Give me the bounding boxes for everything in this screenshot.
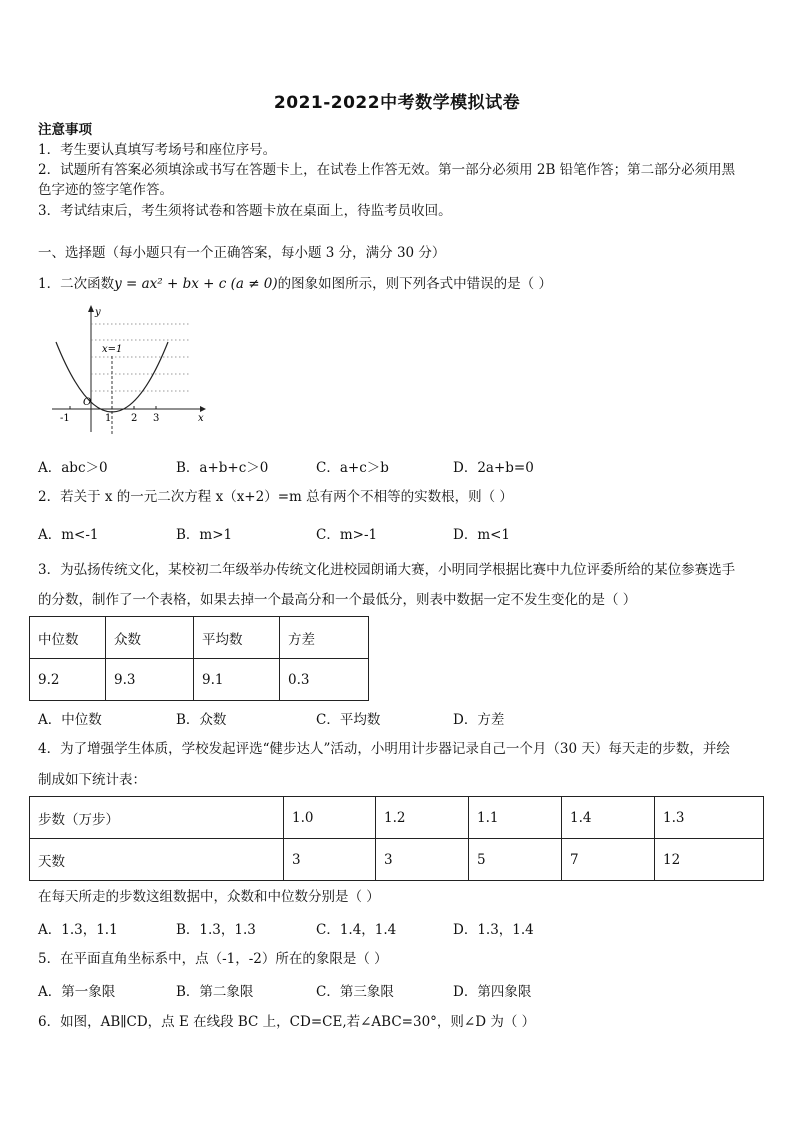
q4-days-cell: 3 — [284, 839, 376, 881]
q5-stem: 5．在平面直角坐标系中，点（-1，-2）所在的象限是（ ） — [38, 951, 388, 967]
q1-option-b[interactable]: B．a+b+c＞0 — [176, 460, 269, 476]
q4-days-cell: 12 — [655, 839, 764, 881]
section-heading: 一、选择题（每小题只有一个正确答案，每小题 3 分，满分 30 分） — [38, 245, 446, 261]
grid-lines — [91, 324, 190, 391]
q1-parabola-graph — [50, 300, 210, 440]
tick-label-neg1: -1 — [60, 413, 70, 424]
q3-table-header-row — [30, 617, 369, 659]
q4-steps-cell: 1.1 — [469, 797, 562, 839]
q3-table-value-row — [30, 659, 369, 701]
q4-option-a[interactable]: A．1.3，1.1 — [38, 922, 118, 938]
q3-option-a[interactable]: A．中位数 — [38, 712, 102, 728]
q4-stem-line2: 制成如下统计表： — [38, 772, 146, 788]
q4-table-days-row — [30, 839, 764, 881]
exam-title: 2021-2022中考数学模拟试卷 — [273, 93, 521, 113]
q4-steps-cell: 1.2 — [376, 797, 469, 839]
q3-stem-line2: 的分数，制作了一个表格，如果去掉一个最高分和一个最低分，则表中数据一定不发生变化的是（ ） — [38, 592, 637, 608]
q5-option-b[interactable]: B．第二象限 — [176, 984, 254, 1000]
q4-row-label-steps: 步数（万步） — [30, 797, 284, 839]
q2-option-b[interactable]: B．m>1 — [176, 527, 233, 543]
q2-stem: 2．若关于 x 的一元二次方程 x（x+2）=m 总有两个不相等的实数根，则（ ） — [38, 489, 513, 505]
q4-days-cell: 3 — [376, 839, 469, 881]
q3-stem-line1: 3．为弘扬传统文化，某校初二年级举办传统文化进校园朗诵大赛，小明同学根据比赛中九位评委所给的某位参赛选手 — [38, 562, 736, 578]
q4-steps-cell: 1.0 — [284, 797, 376, 839]
q3-header-variance: 方差 — [280, 617, 369, 659]
q3-option-d[interactable]: D．方差 — [453, 712, 505, 728]
q4-days-cell: 5 — [469, 839, 562, 881]
symmetry-label: x=1 — [102, 344, 123, 355]
q3-header-mode: 众数 — [106, 617, 194, 659]
q6-stem: 6．如图，AB∥CD，点 E 在线段 BC 上，CD=CE,若∠ABC=30°，则∠D 为（ ） — [38, 1014, 536, 1030]
q2-option-a[interactable]: A．m<-1 — [38, 527, 99, 543]
q3-option-c[interactable]: C．平均数 — [316, 712, 381, 728]
q4-row-label-days: 天数 — [30, 839, 284, 881]
notice-item-2-cont: 色字迹的签字笔作答。 — [38, 182, 173, 198]
origin-label: O — [83, 397, 92, 408]
q4-option-c[interactable]: C．1.4，1.4 — [316, 922, 397, 938]
notice-item-1: 1．考生要认真填写考场号和座位序号。 — [38, 142, 277, 158]
q3-value-variance: 0.3 — [280, 659, 369, 701]
tick-label-3: 3 — [153, 413, 160, 424]
y-axis-arrow — [88, 305, 94, 312]
q4-days-cell: 7 — [562, 839, 655, 881]
q1-option-c[interactable]: C．a+c＞b — [316, 460, 389, 476]
q5-option-a[interactable]: A．第一象限 — [38, 984, 116, 1000]
x-axis-label: x — [198, 413, 204, 424]
q2-option-d[interactable]: D．m<1 — [453, 527, 511, 543]
q4-table-steps-row — [30, 797, 764, 839]
q1-prefix: 1．二次函数 — [38, 276, 115, 292]
q2-options — [38, 523, 758, 543]
q4-options — [38, 918, 758, 938]
q3-header-median: 中位数 — [30, 617, 106, 659]
q4-question: 在每天所走的步数这组数据中，众数和中位数分别是（ ） — [38, 889, 380, 905]
notice-item-3: 3．考试结束后，考生须将试卷和答题卡放在桌面上，待监考员收回。 — [38, 203, 452, 219]
q1-option-a[interactable]: A．abc＞0 — [38, 460, 108, 476]
q3-option-b[interactable]: B．众数 — [176, 712, 227, 728]
q4-option-d[interactable]: D．1.3，1.4 — [453, 922, 534, 938]
q5-option-d[interactable]: D．第四象限 — [453, 984, 532, 1000]
q3-options — [38, 708, 758, 728]
q2-option-c[interactable]: C．m>-1 — [316, 527, 378, 543]
q1-stem — [38, 274, 552, 294]
q3-value-mode: 9.3 — [106, 659, 194, 701]
q4-steps-table — [29, 796, 764, 881]
q1-option-d[interactable]: D．2a+b=0 — [453, 460, 534, 476]
q3-stats-table — [29, 616, 369, 701]
q3-value-mean: 9.1 — [194, 659, 280, 701]
q1-options — [38, 456, 758, 476]
q4-option-b[interactable]: B．1.3，1.3 — [176, 922, 256, 938]
x-axis-arrow — [200, 406, 206, 412]
y-axis-label: y — [95, 307, 101, 318]
q3-value-median: 9.2 — [30, 659, 106, 701]
notice-item-2: 2．试题所有答案必须填涂或书写在答题卡上，在试卷上作答无效。第一部分必须用 2B 铅笔作答；第二部分必须用黑 — [38, 162, 736, 178]
q1-formula: y = ax² + bx + c (a ≠ 0) — [114, 276, 278, 292]
tick-label-1: 1 — [105, 413, 112, 424]
q5-option-c[interactable]: C．第三象限 — [316, 984, 394, 1000]
q5-options — [38, 980, 758, 1000]
q1-suffix: 的图象如图所示，则下列各式中错误的是（ ） — [277, 276, 552, 292]
q3-header-mean: 平均数 — [194, 617, 280, 659]
q4-steps-cell: 1.3 — [655, 797, 764, 839]
tick-label-2: 2 — [131, 413, 138, 424]
notice-heading: 注意事项 — [38, 122, 92, 138]
q4-steps-cell: 1.4 — [562, 797, 655, 839]
q4-stem-line1: 4．为了增强学生体质，学校发起评选“健步达人”活动，小明用计步器记录自己一个月（30 天）每天走的步数，并绘 — [38, 741, 730, 757]
